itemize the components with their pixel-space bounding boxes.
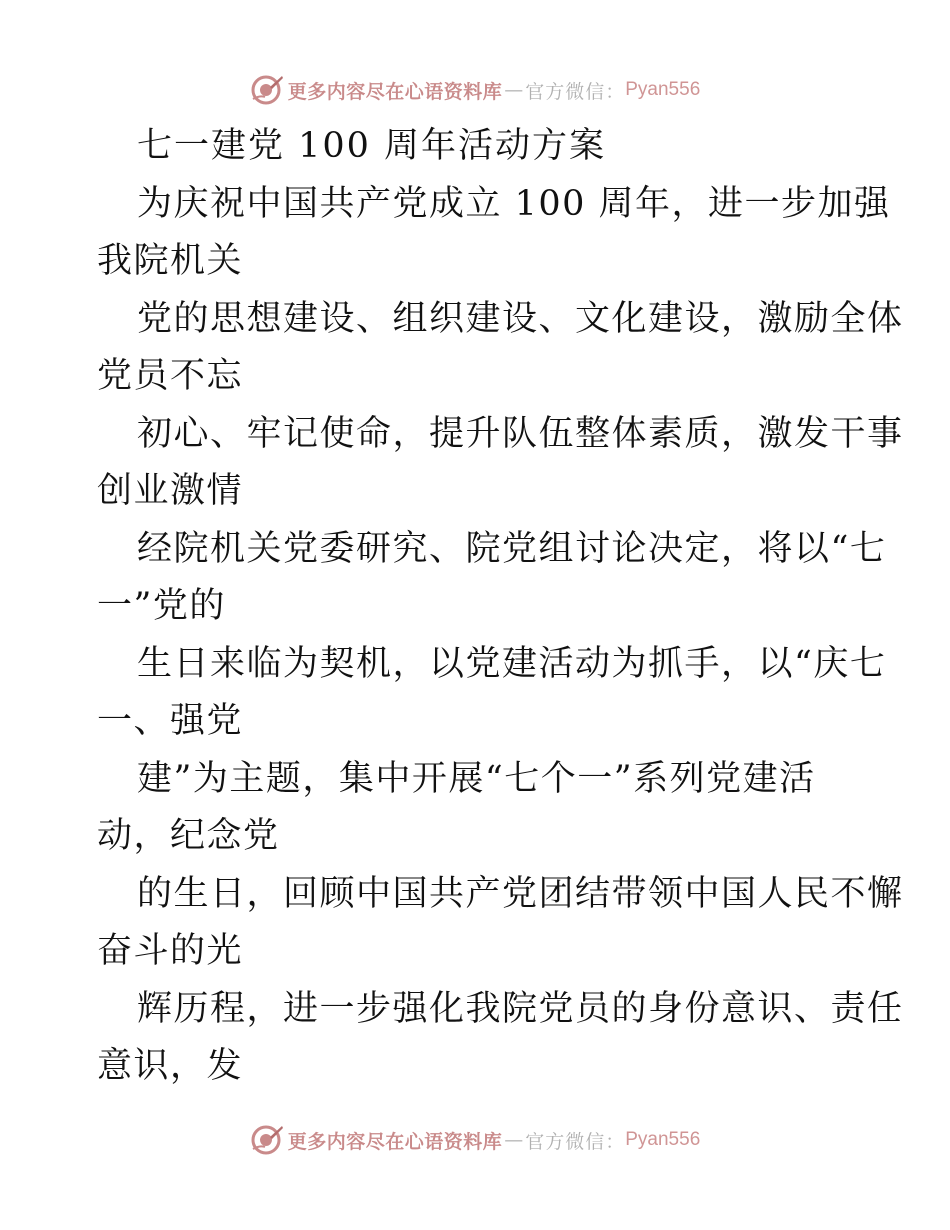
text-line-2: 我院机关 [97,241,244,281]
pen-logo-icon [250,73,284,107]
footer-watermark [0,1120,950,1160]
text-line-10: 一、强党 [97,701,244,741]
text-line-3: 党的思想建设、组织建设、文化建设，激励全体 [137,298,904,339]
text-line-8: 一”党的 [97,586,226,626]
text-line-9: 生日来临为契机，以党建活动为抓手，以“庆七 [137,643,887,684]
text-line-16: 意识，发 [97,1046,244,1086]
watermark-separator: — [504,79,524,101]
text-line-4: 党员不忘 [97,356,244,396]
watermark-main-text: 更多内容尽在心语资料库 [287,80,503,103]
watermark-separator: — [504,1129,524,1151]
header-watermark [0,70,950,110]
watermark-sub-text: 官方微信： [525,80,626,103]
text-line-14: 奋斗的光 [97,931,244,971]
watermark-sub-text: 官方微信： [525,1130,626,1153]
pen-logo-icon [250,1123,284,1157]
watermark-wechat-id: Pyan556 [625,79,701,100]
text-line-15: 辉历程，进一步强化我院党员的身份意识、责任 [137,988,904,1029]
text-line-13: 的生日，回顾中国共产党团结带领中国人民不懈 [137,873,904,914]
text-line-7: 经院机关党委研究、院党组讨论决定，将以“七 [137,528,887,569]
watermark-wechat-id: Pyan556 [625,1129,701,1150]
text-line-1: 为庆祝中国共产党成立 100 周年，进一步加强 [137,183,891,224]
document-title: 七一建党 100 周年活动方案 [137,126,607,166]
document-body [97,118,904,1096]
text-line-11: 建”为主题，集中开展“七个一”系列党建活 [137,758,816,799]
watermark-main-text: 更多内容尽在心语资料库 [287,1130,503,1153]
text-line-5: 初心、牢记使命，提升队伍整体素质，激发干事 [137,413,904,454]
text-line-12: 动，纪念党 [97,816,280,856]
text-line-6: 创业激情 [97,471,244,511]
